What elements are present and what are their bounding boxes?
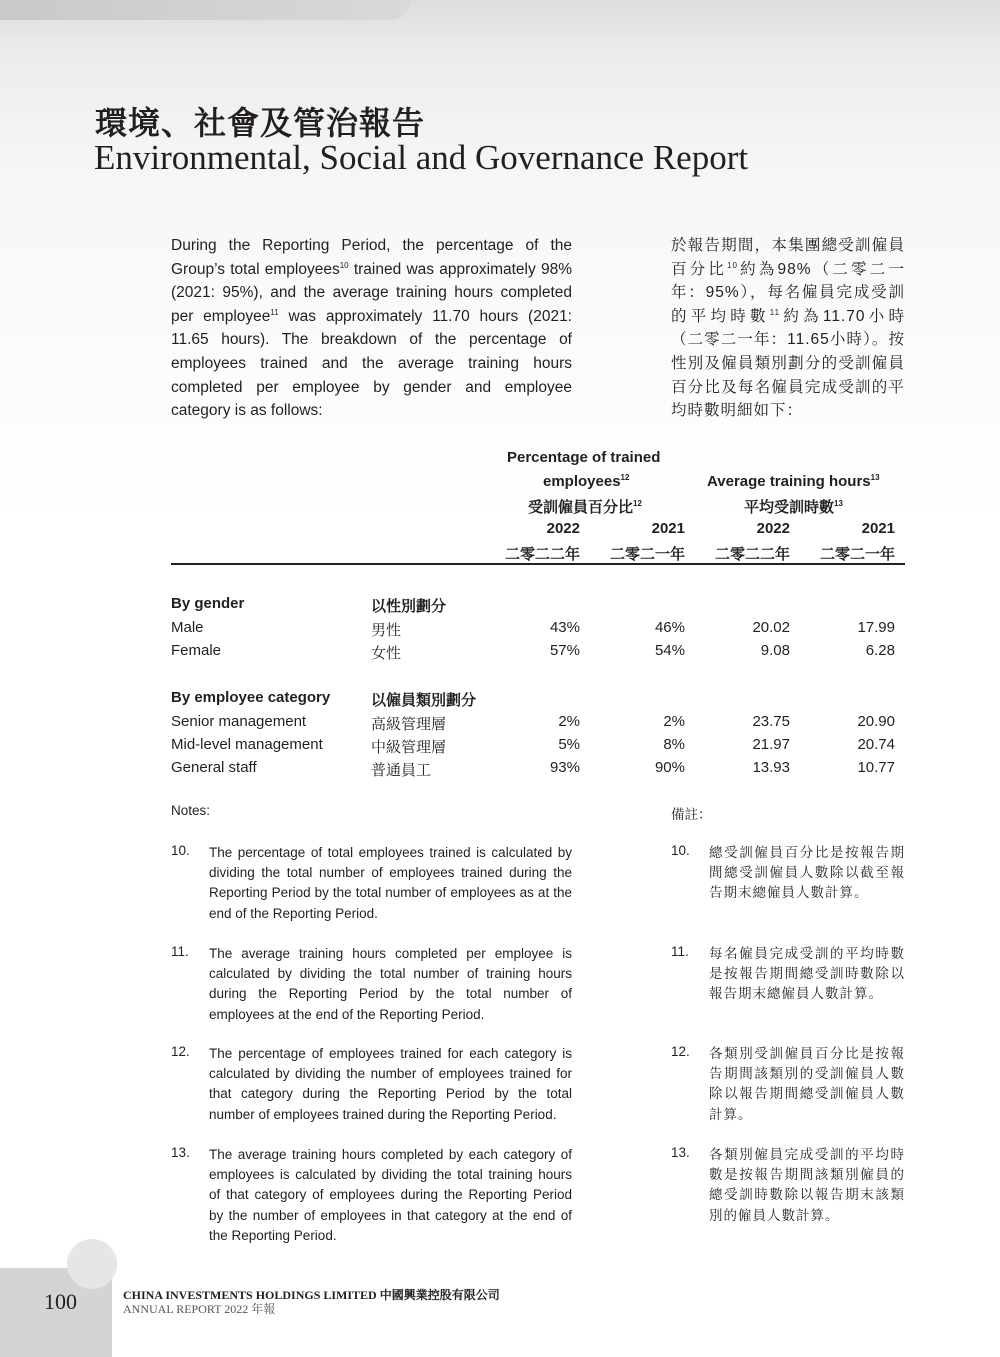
row-label-zh: 女性 — [371, 645, 402, 662]
note-number: 11. — [171, 944, 189, 959]
row-label-zh: 中級管理層 — [371, 739, 447, 756]
table-cell: 8% — [663, 736, 685, 753]
year-header-zh: 二零二一年 — [609, 546, 685, 563]
note-number: 13. — [671, 1145, 690, 1160]
page-title-zh: 環境、社會及管治報告 — [95, 104, 426, 142]
row-label-en: Senior management — [171, 713, 307, 730]
note-number: 13. — [171, 1145, 190, 1160]
section-title-zh: 以性別劃分 — [371, 598, 447, 615]
table-cell: 20.90 — [857, 713, 895, 730]
table-cell: 54% — [654, 642, 685, 659]
section-title-zh: 以僱員類別劃分 — [371, 692, 477, 709]
table-cell: 46% — [654, 619, 685, 636]
table-cell: 20.74 — [857, 736, 895, 753]
table-cell: 2% — [663, 713, 685, 730]
note-number: 12. — [671, 1044, 690, 1059]
page-number: 100 — [44, 1289, 77, 1314]
row-label-en: General staff — [171, 759, 257, 776]
year-header: 2022 — [756, 520, 790, 537]
note-text-zh: 每名僱員完成受訓的平均時數是按報告期間總受訓時數除以報告期末總僱員人數計算。 — [709, 946, 905, 1002]
row-label-zh: 高級管理層 — [371, 716, 447, 733]
note-text-zh: 各類別受訓僱員百分比是按報告期間該類別的受訓僱員人數除以報告期間總受訓僱員人數計算。 — [709, 1046, 905, 1122]
year-header: 2021 — [861, 520, 895, 537]
table-cell: 43% — [549, 619, 580, 636]
year-header-zh: 二零二二年 — [504, 546, 580, 563]
column-header-percentage-zh: 受訓僱員百分比$^{12}$ — [528, 499, 642, 516]
note-number: 10. — [171, 843, 190, 858]
intro-paragraph-zh: 於報告期間，本集團總受訓僱員百分比$^{10}$約為98%（二零二一年：95%），每名僱員完成受訓的平均時數$^{11}$約為11.70小時（二零二一年：11.65小時）。按性別及僱員類別劃分的受訓僱員百分比及每名僱員完成受訓的平均時數明細如下： — [671, 237, 905, 420]
column-header-percentage-en-line1: Percentage of trained — [507, 449, 661, 466]
notes-label-en: Notes: — [171, 803, 211, 818]
note-text-en: The average training hours completed by each category of employees is calculated by dividing the total training hours of that category of employees during the Reporting Period by the number of employees in that category at the end of the Reporting Period. — [209, 1147, 572, 1243]
column-header-hours-zh: 平均受訓時數$^{13}$ — [744, 499, 843, 516]
row-label-zh: 男性 — [371, 622, 402, 639]
table-cell: 10.77 — [857, 759, 895, 776]
footer-decoration-circle — [67, 1239, 117, 1289]
footer-company-name: CHINA INVESTMENTS HOLDINGS LIMITED 中國興業控股有限公司 — [123, 1288, 500, 1302]
table-cell: 93% — [549, 759, 580, 776]
table-cell: 17.99 — [857, 619, 895, 636]
note-number: 11. — [671, 944, 689, 959]
note-text-zh: 各類別僱員完成受訓的平均時數是按報告期間該類別僱員的總受訓時數除以報告期末該類別的僱員人數計算。 — [709, 1147, 905, 1223]
section-title-en: By employee category — [171, 689, 331, 706]
note-text-zh: 總受訓僱員百分比是按報告期間總受訓僱員人數除以截至報告期末總僱員人數計算。 — [709, 845, 905, 901]
row-label-zh: 普通員工 — [371, 762, 432, 779]
note-number: 12. — [171, 1044, 190, 1059]
table-cell: 57% — [549, 642, 580, 659]
note-text-en: The average training hours completed per employee is calculated by dividing the total number of training hours during the Reporting Period by the total number of employees at the end of the Reporting Period. — [209, 946, 572, 1022]
page-title-en: Environmental, Social and Governance Report — [94, 138, 749, 177]
year-header: 2021 — [651, 520, 685, 537]
intro-paragraph-en: During the Reporting Period, the percentage of the Group’s total employees$^{10}$ trained was approximately 98% (2021: 95%), and the average training hours completed per employee$^{11}$ was approximately 11.70 hours (2021: 11.65 hours). The breakdown of the percentage of employees trained and the average training hours completed per employee by gender and employee category is as follows: — [171, 237, 572, 420]
column-header-percentage-en-line2: employees$^{12}$ — [543, 473, 630, 490]
row-label-en: Female — [171, 642, 222, 659]
table-cell: 9.08 — [760, 642, 790, 659]
year-header-zh: 二零二一年 — [819, 546, 895, 563]
table-cell: 2% — [558, 713, 580, 730]
year-header: 2022 — [546, 520, 580, 537]
table-cell: 23.75 — [752, 713, 790, 730]
note-text-en: The percentage of total employees trained is calculated by dividing the total number of employees trained during the Reporting Period by the total number of employees as at the end of the Reporting Period. — [209, 845, 572, 921]
note-number: 10. — [671, 843, 690, 858]
table-cell: 6.28 — [865, 642, 895, 659]
table-cell: 21.97 — [752, 736, 790, 753]
section-title-en: By gender — [171, 595, 245, 612]
footer-report-title: ANNUAL REPORT 2022 年報 — [123, 1302, 276, 1316]
header-decoration — [0, 0, 410, 20]
notes-label-zh: 備註： — [671, 807, 712, 822]
table-header-rule — [171, 563, 905, 565]
table-cell: 13.93 — [752, 759, 790, 776]
table-cell: 90% — [654, 759, 685, 776]
row-label-en: Male — [171, 619, 204, 636]
year-header-zh: 二零二二年 — [714, 546, 790, 563]
table-cell: 20.02 — [752, 619, 790, 636]
note-text-en: The percentage of employees trained for each category is calculated by dividing the number of employees trained for that category during the Reporting Period by the total number of employees trained during the Reporting Period. — [209, 1046, 572, 1122]
row-label-en: Mid-level management — [171, 736, 323, 753]
table-cell: 5% — [558, 736, 580, 753]
column-header-hours-en: Average training hours$^{13}$ — [707, 473, 880, 490]
